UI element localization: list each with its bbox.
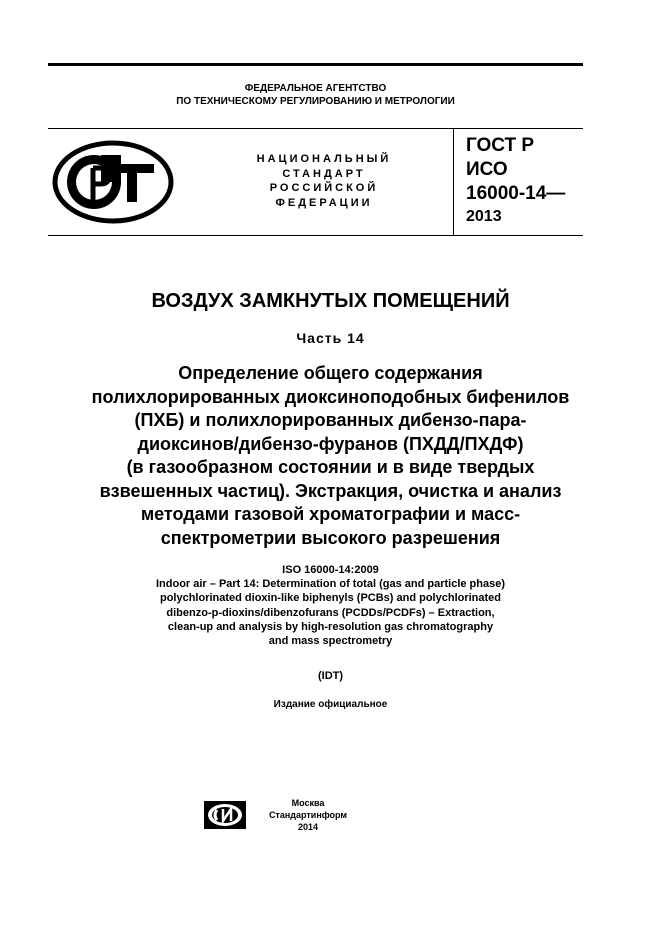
designation-line: ИСО	[466, 159, 508, 180]
designation-line: ГОСТ Р	[466, 135, 535, 156]
gost-r-certification-mark-icon	[52, 140, 174, 224]
iso-line: Indoor air – Part 14: Determination of total (gas and particle phase)	[155, 578, 505, 591]
iso-line: polychlorinated dioxin-like biphenyls (PCBs) and polychlorinated	[159, 592, 502, 605]
iso-line: clean-up and analysis by high-resolution gas chromatography	[167, 620, 494, 633]
imprint-publisher: Стандартинформ	[268, 810, 348, 820]
subtitle-line: спектрометрии высокого разрешения	[160, 527, 501, 548]
national-line: РОССИЙСКОЙ	[269, 182, 379, 194]
subtitle-line: Определение общего содержания	[178, 363, 483, 383]
top-rule	[48, 63, 583, 66]
subtitle-line: полихлорированных диоксиноподобных бифенилов	[91, 386, 570, 407]
imprint-city: Москва	[291, 798, 325, 808]
national-line: НАЦИОНАЛЬНЫЙ	[256, 153, 392, 165]
header-rule	[48, 128, 583, 129]
subtitle-line: взвешенных частиц). Экстракция, очистка и анализ	[99, 480, 562, 501]
national-line: СТАНДАРТ	[282, 167, 366, 180]
subtitle-line: (в газообразном состоянии и в виде твердых	[126, 457, 535, 477]
agency-line: ФЕДЕРАЛЬНОЕ АГЕНТСТВО	[244, 83, 387, 94]
document-title: ВОЗДУХ ЗАМКНУТЫХ ПОМЕЩЕНИЙ	[151, 290, 510, 312]
standartinform-logo-icon	[203, 800, 247, 830]
subtitle-line: диоксинов/дибензо-фуранов (ПХДД/ПХДФ)	[137, 433, 524, 454]
national-line: ФЕДЕРАЦИИ	[275, 196, 373, 209]
header-bottom-rule	[48, 235, 583, 236]
part-number: Часть 14	[296, 330, 365, 346]
designation-line: 16000-14—	[466, 183, 566, 204]
agency-name	[48, 82, 583, 108]
official-edition-label: Издание официальное	[273, 699, 388, 710]
national-standard-label	[232, 152, 416, 210]
iso-line: ISO 16000-14:2009	[282, 564, 379, 576]
agency-line: ПО ТЕХНИЧЕСКОМУ РЕГУЛИРОВАНИЮ И МЕТРОЛОГИИ	[176, 96, 455, 107]
identity-marker: (IDT)	[317, 670, 344, 682]
imprint-year: 2014	[297, 822, 319, 832]
designation-year: 2013	[466, 208, 502, 225]
document-subtitle	[36, 362, 625, 550]
iso-line: and mass spectrometry	[268, 635, 393, 648]
iso-line: dibenzo-p-dioxins/dibenzofurans (PCDDs/PCDFs) – Extraction,	[166, 606, 495, 619]
header-divider	[453, 128, 454, 235]
publisher-imprint	[262, 797, 354, 833]
iso-reference	[40, 563, 621, 648]
subtitle-line: методами газовой хроматографии и масс-	[140, 504, 521, 524]
subtitle-line: (ПХБ) и полихлорированных дибензо-пара-	[134, 410, 527, 430]
standard-designation	[466, 134, 586, 228]
